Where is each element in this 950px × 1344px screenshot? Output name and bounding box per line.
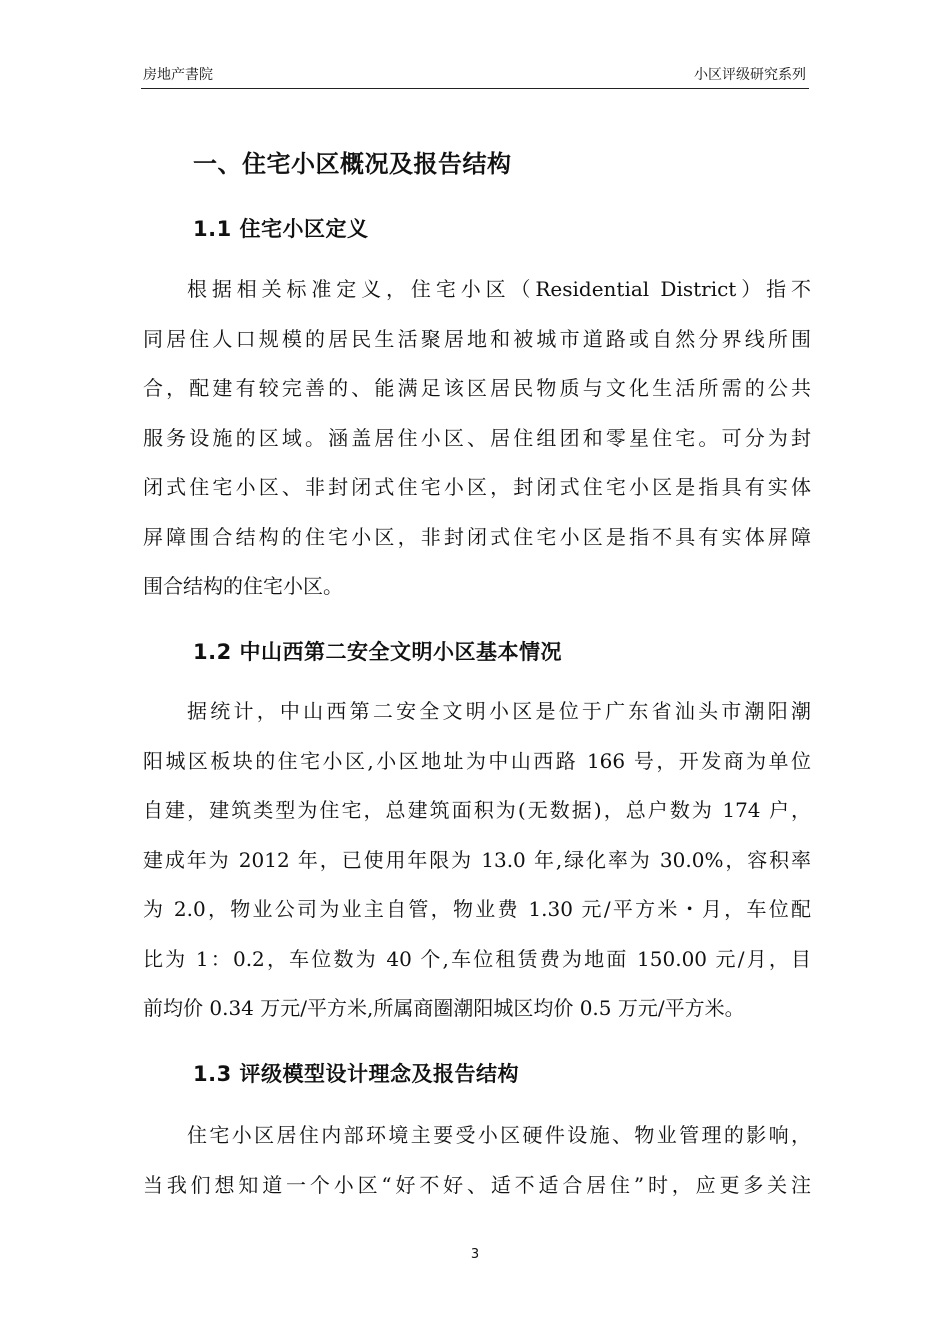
paragraph-line: 阳城区板块的住宅小区,小区地址为中山西路 166 号，开发商为单位	[143, 748, 811, 773]
paragraph-line: 比为 1：0.2，车位数为 40 个,车位租赁费为地面 150.00 元/月，目	[143, 946, 811, 971]
paragraph-model-design	[143, 1111, 811, 1210]
subsection-heading-1-2: 1.2 中山西第二安全文明小区基本情况	[193, 640, 563, 664]
paragraph-line: 服务设施的区域。涵盖居住小区、居住组团和零星住宅。可分为封	[143, 425, 811, 450]
header-series-title: 小区评级研究系列	[694, 67, 806, 83]
paragraph-community-info	[143, 687, 811, 1034]
section-title: 一、住宅小区概况及报告结构	[193, 150, 512, 178]
paragraph-line: 前均价 0.34 万元/平方米,所属商圈潮阳城区均价 0.5 万元/平方米。	[143, 996, 745, 1020]
paragraph-line: 闭式住宅小区、非封闭式住宅小区，封闭式住宅小区是指具有实体	[143, 475, 811, 499]
paragraph-line: 据统计，中山西第二安全文明小区是位于广东省汕头市潮阳潮	[187, 699, 811, 723]
header-divider	[141, 88, 809, 89]
paragraph-line: 屏障围合结构的住宅小区，非封闭式住宅小区是指不具有实体屏障	[143, 524, 811, 549]
paragraph-line: 为 2.0，物业公司为业主自管，物业费 1.30 元/平方米・月，车位配	[143, 897, 811, 921]
page-number: 3	[470, 1247, 480, 1262]
paragraph-line: 围合结构的住宅小区。	[143, 574, 343, 598]
paragraph-line: 建成年为 2012 年，已使用年限为 13.0 年,绿化率为 30.0%，容积率	[143, 847, 811, 872]
paragraph-line: 自建，建筑类型为住宅，总建筑面积为(无数据)，总户数为 174 户，	[143, 798, 811, 822]
paragraph-line: 根据相关标准定义，住宅小区（Residential District）指不	[187, 277, 811, 301]
subsection-heading-1-1: 1.1 住宅小区定义	[193, 217, 369, 241]
paragraph-line: 合，配建有较完善的、能满足该区居民物质与文化生活所需的公共	[143, 376, 811, 400]
paragraph-line: 住宅小区居住内部环境主要受小区硬件设施、物业管理的影响，	[187, 1123, 811, 1147]
paragraph-line: 同居住人口规模的居民生活聚居地和被城市道路或自然分界线所围	[143, 326, 811, 351]
paragraph-definition	[143, 265, 811, 612]
header-publisher: 房地产書院	[143, 67, 213, 83]
subsection-heading-1-3: 1.3 评级模型设计理念及报告结构	[193, 1062, 520, 1086]
paragraph-line: 当我们想知道一个小区“好不好、适不适合居住”时，应更多关注	[143, 1172, 811, 1197]
